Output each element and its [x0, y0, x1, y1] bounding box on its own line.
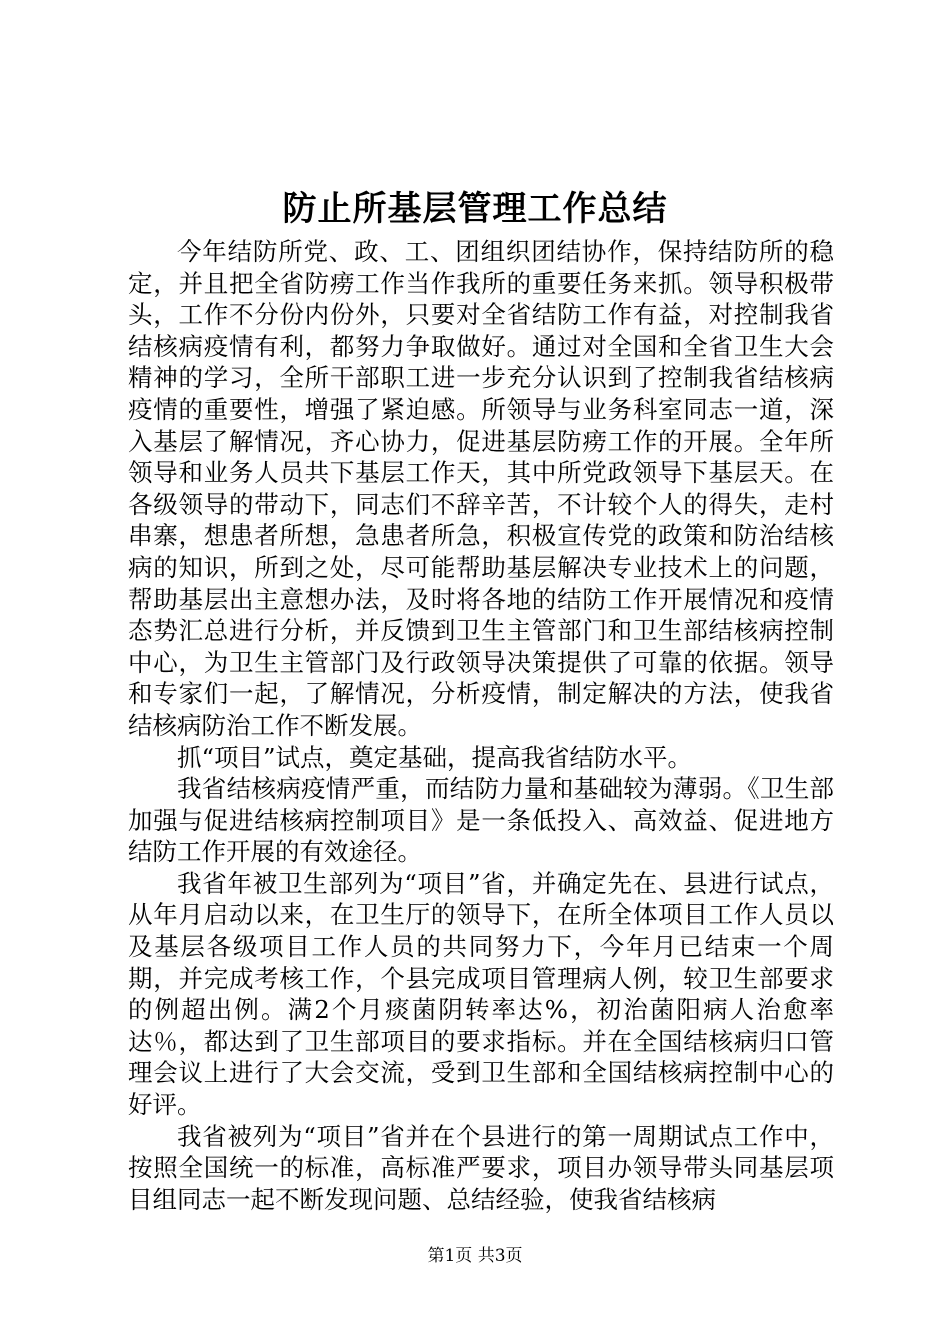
paragraph: 抓“项目”试点，奠定基础，提高我省结防水平。	[177, 742, 693, 772]
paragraph: 我省被列为“项目”省并在个县进行的第一周期试点工作中，按照全国统一的标准，高标准严要求，项目办领导带头同基层项目组同志一起不断发现问题、总结经验，使我省结核病	[128, 1121, 834, 1214]
paragraph: 我省结核病疫情严重，而结防力量和基础较为薄弱。《卫生部加强与促进结核病控制项目》是一条低投入、高效益、促进地方结防工作开展的有效途径。	[128, 774, 834, 867]
page-number-footer: 第1页 共3页	[427, 1246, 523, 1266]
paragraph: 今年结防所党、政、工、团组织团结协作，保持结防所的稳定，并且把全省防痨工作当作我所的重要任务来抓。领导积极带头，工作不分份内份外，只要对全省结防工作有益，对控制我省结核病疫情有利，都努力争取做好。通过对全国和全省卫生大会精神的学习，全所干部职工进一步充分认识到了控制我省结核病疫情的重要性，增强了紧迫感。所领导与业务科室同志一道，深入基层了解情况，齐心协力，促进基层防痨工作的开展。全年所领导和业务人员共下基层工作天，其中所党政领导下基层天。在各级领导的带动下，同志们不辞辛苦，不计较个人的得失，走村串寨，想患者所想，急患者所急，积极宣传党的政策和防治结核病的知识，所到之处，尽可能帮助基层解决专业技术上的问题，帮助基层出主意想办法，及时将各地的结防工作开展情况和疫情态势汇总进行分析，并反馈到卫生主管部门和卫生部结核病控制中心，为卫生主管部门及行政领导决策提供了可靠的依据。领导和专家们一起，了解情况，分析疫情，制定解决的方法，使我省结核病防治工作不断发展。	[128, 237, 834, 740]
document-body	[128, 236, 834, 1215]
paragraph: 我省年被卫生部列为“项目”省，并确定先在、县进行试点，从年月启动以来，在卫生厅的领导下，在所全体项目工作人员以及基层各级项目工作人员的共同努力下，今年月已结束一个周期，并完成考核工作，个县完成项目管理病人例，较卫生部要求的例超出例。满2个月痰菌阴转率达%，初治菌阳病人治愈率达％，都达到了卫生部项目的要求指标。并在全国结核病归口管理会议上进行了大会交流，受到卫生部和全国结核病控制中心的好评。	[128, 868, 834, 1120]
document-title: 防止所基层管理工作总结	[282, 189, 668, 229]
